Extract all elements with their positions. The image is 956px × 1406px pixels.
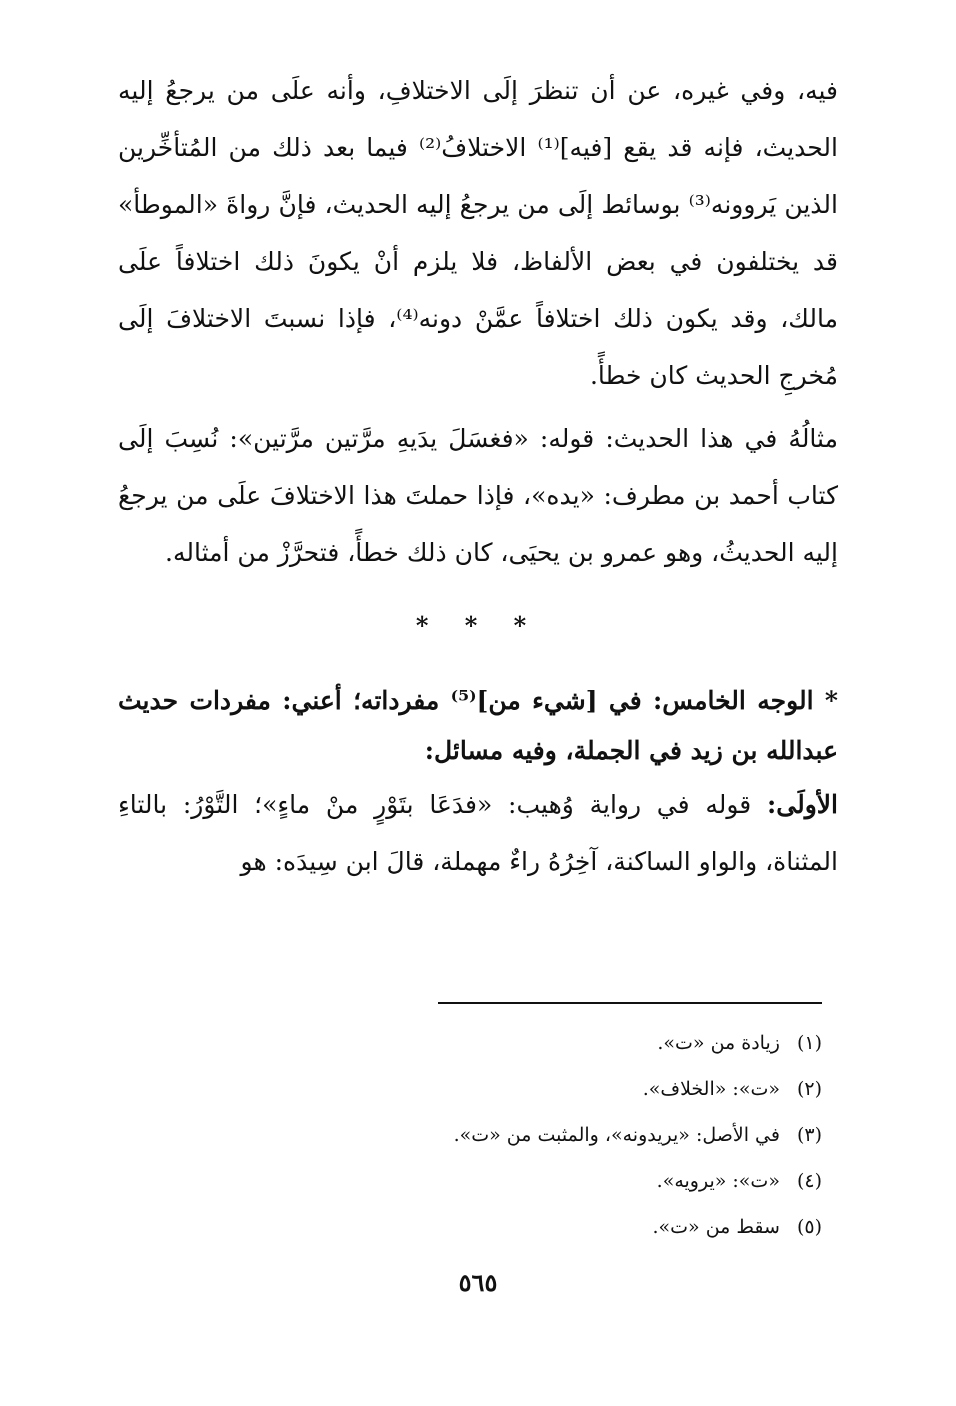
paragraph-1: فيه، وفي غيره، عن أن تنظرَ إلَى الاختلافِ، وأنه علَى من يرجعُ إليه الحديث، فإنه قد يقع [فيه]⁽¹⁾ الاختلافُ⁽²⁾ فيما بعد ذلك من المُتأخِّرين الذين يَروونه⁽³⁾ بوسائط إلَى من يرجعُ إليه الحديث، فإنَّ رواةَ «الموطأ» قد يختلفون في بعض الألفاظ، فلا يلزم أنْ يكونَ ذلك اختلافاً علَى مالك، وقد يكون ذلك اختلافاً عمَّنْ دونه⁽⁴⁾، فإذا نسبتَ الاختلافَ إلَى مُخرجِ الحديث كان خطأً. [118,76,838,390]
footnote-number: (٣) [796,1124,822,1146]
page-body [118,62,838,890]
footnote-text: «ت»: «الخلاف». [642,1078,780,1100]
footnote-2 [262,1066,822,1112]
section-heading: * الوجه الخامس: في [شيء من]⁽⁵⁾ مفرداته؛ أعني: مفردات حديث عبدالله بن زيد في الجملة، وفيه مسائل: [118,686,839,765]
footnote-3 [262,1112,822,1158]
footnote-number: (٢) [796,1078,822,1100]
footnote-divider [438,1002,822,1004]
footnote-5 [262,1204,822,1250]
footnote-text: في الأصل: «يريدونه»، والمثبت من «ت». [453,1124,780,1146]
footnote-4 [262,1158,822,1204]
footnote-text: «ت»: «يرويه». [656,1170,780,1192]
footnote-number: (٤) [796,1170,822,1192]
paragraph-2: مثالُهُ في هذا الحديث: قوله: «فغسَلَ يدَيهِ مرَّتين مرَّتين»: نُسِبَ إلَى كتاب أحمد بن مطرف: «يده»، فإذا حملتَ هذا الاختلافَ علَى من يرجعُ إليه الحديثُ، وهو عمرو بن يحيَى، كان ذلك خطأً، فتحرَّزْ من أمثاله. [118,424,838,567]
page-number: ٥٦٥ [458,1268,498,1297]
footnote-number: (١) [796,1032,822,1054]
paragraph-3 [118,776,838,890]
footnote-number: (٥) [796,1216,822,1238]
footnote-1 [262,1020,822,1066]
section-separator: * * * [415,611,541,640]
paragraph-3-lead: الأولَى: [767,790,838,819]
footnote-text: زيادة من «ت». [657,1032,780,1054]
paragraph-3-text: قوله في رواية وُهيب: «فدَعَا بتَوْرٍ منْ ماءٍ»؛ التَّوْرُ: بالتاءِ المثناة، والواو الساكنة، آخِرُهُ راءٌ مهملة، قالَ ابن سِيدَه: هو [118,790,838,876]
footnotes [262,1020,822,1250]
footnote-text: سقط من «ت». [652,1216,780,1238]
